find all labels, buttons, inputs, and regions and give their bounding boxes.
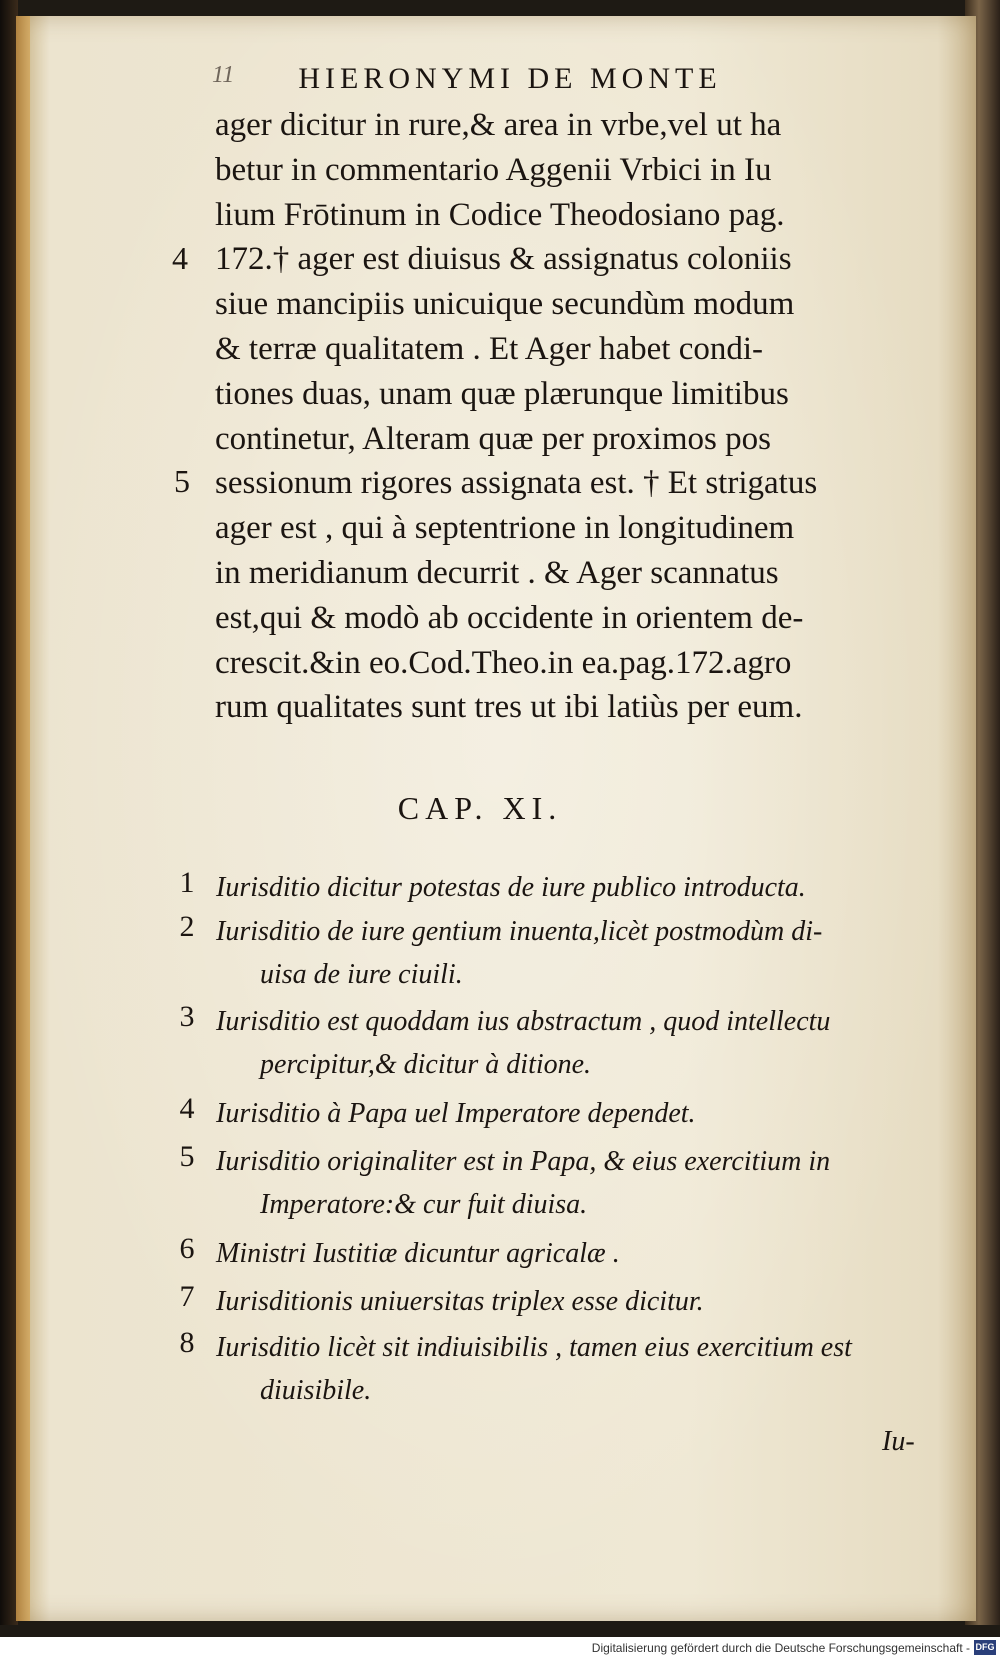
summary-number: 5 (179, 1140, 195, 1173)
summary-line: Iurisditio licèt sit indiuisibilis , tamen eius exercitium est (216, 1332, 852, 1363)
summary-number: 1 (179, 866, 195, 899)
summary-line: Iurisditio de iure gentium inuenta,licèt postmodùm di- (216, 916, 823, 947)
footer-credit: Digitalisierung gefördert durch die Deutsche Forschungsgemeinschaft - (591, 1641, 970, 1655)
body-line: tiones duas, unam quæ plærunque limitibus (215, 375, 789, 412)
body-line: betur in commentario Aggenii Vrbici in Iu (215, 151, 772, 188)
summary-text (216, 866, 930, 909)
body-line: crescit.&in eo.Cod.Theo.in ea.pag.172.agro (215, 644, 792, 681)
summary-number: 8 (179, 1326, 195, 1359)
body-line: sessionum rigores assignata est. † Et strigatus (215, 465, 818, 502)
summary-line: Iurisditionis uniuersitas triplex esse dicitur. (216, 1286, 704, 1317)
catchword: Iu- (882, 1426, 915, 1457)
summary-line: uisa de iure ciuili. (260, 959, 463, 990)
summary-line: percipitur,& dicitur à ditione. (260, 1049, 592, 1080)
summary-number: 4 (179, 1092, 195, 1125)
margin-number: 5 (174, 463, 190, 499)
summary-text (216, 1280, 930, 1323)
body-text (215, 103, 935, 730)
body-line: in meridianum decurrit . & Ager scannatus (215, 554, 779, 591)
summary-line: Iurisditio dicitur potestas de iure publico introducta. (216, 872, 806, 903)
summary-line: Iurisditio originaliter est in Papa, & eius exercitium in (216, 1146, 831, 1177)
summary-line: Ministri Iustitiæ dicuntur agricalæ . (216, 1238, 620, 1269)
summary-text (216, 1092, 930, 1135)
body-line: ager est , qui à septentrione in longitudinem (215, 510, 795, 547)
body-line: lium Frōtinum in Codice Theodosiano pag. (215, 196, 785, 233)
body-line: ager dicitur in rure,& area in vrbe,vel ut ha (215, 107, 782, 143)
running-head: HIERONYMI DE MONTE (298, 62, 722, 95)
summary-number: 6 (179, 1232, 195, 1265)
summary-text (216, 1000, 930, 1086)
summary-line: diuisibile. (260, 1375, 372, 1406)
body-line: & terræ qualitatem . Et Ager habet condi- (215, 330, 763, 367)
body-line: rum qualitates sunt tres ut ibi latiùs per eum. (215, 689, 803, 726)
page-gutter-stain (16, 16, 30, 1621)
summary-text (216, 1140, 930, 1226)
summary-line: Iurisditio est quoddam ius abstractum , quod intellectu (216, 1006, 831, 1037)
dfg-logo: DFG (974, 1640, 996, 1655)
summary-text (216, 910, 930, 996)
summary-text (216, 1232, 930, 1275)
summary-number: 7 (179, 1280, 195, 1313)
folio-mark: 11 (212, 62, 235, 88)
summary-text (216, 1326, 930, 1412)
chapter-heading: CAP. XI. (397, 790, 563, 826)
body-line: est,qui & modò ab occidente in orientem de- (215, 599, 804, 636)
body-line: continetur, Alteram quæ per proximos pos (215, 420, 771, 457)
summary-number: 3 (179, 1000, 195, 1033)
margin-number: 4 (172, 240, 188, 276)
summary-line: Imperatore:& cur fuit diuisa. (260, 1189, 588, 1220)
body-line: siue mancipiis unicuique secundùm modum (215, 286, 795, 323)
summary-number: 2 (179, 910, 195, 943)
body-line: 172.† ager est diuisus & assignatus coloniis (215, 241, 792, 278)
summary-line: Iurisditio à Papa uel Imperatore dependet. (216, 1098, 696, 1129)
